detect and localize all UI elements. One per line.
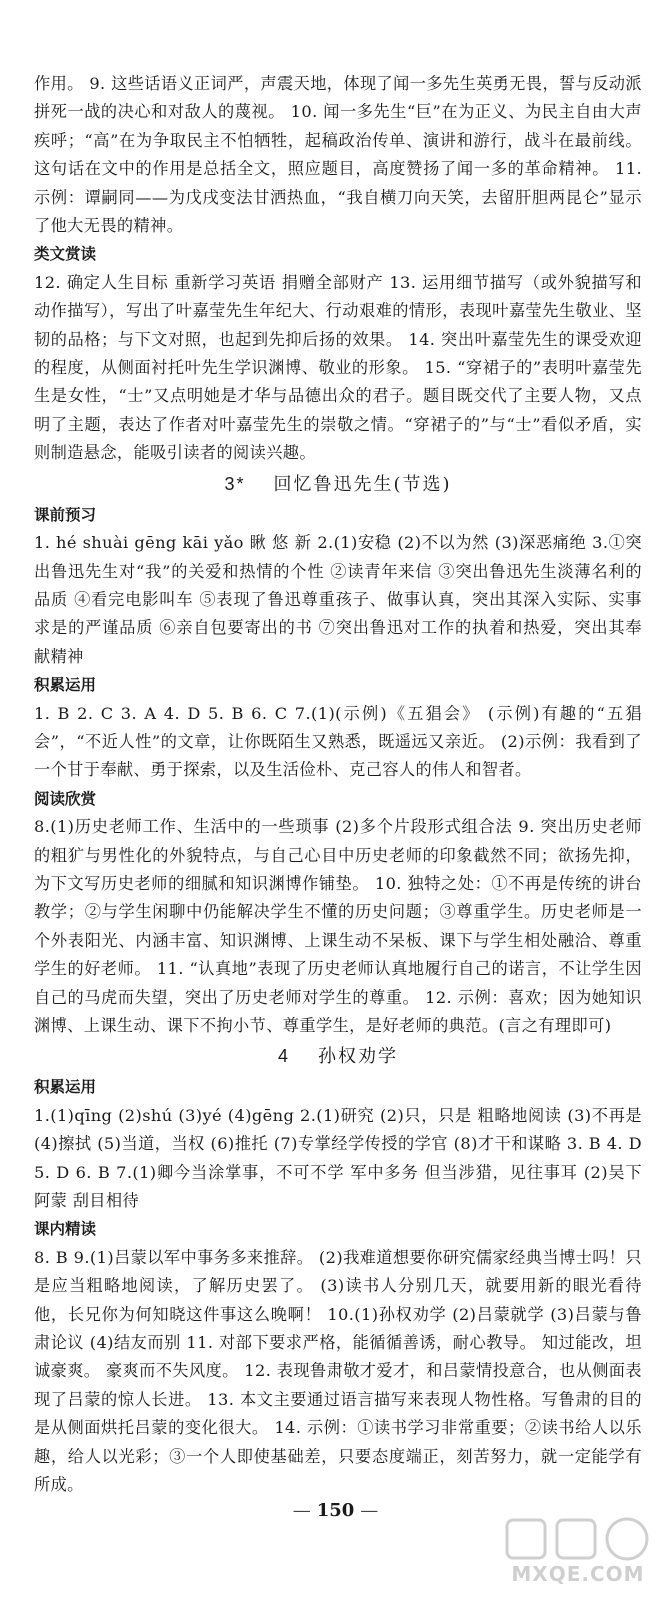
watermark-logo-icon [503, 1514, 653, 1564]
section-heading-leiwen: 类文赏读 [34, 245, 97, 264]
answer-paragraph: 1. hé shuài gēng kāi yǎo 瞅 悠 新 2.(1)安稳 (2)不以为然 (3)深恶痛绝 3.①突出鲁迅先生对“我”的关爱和热情的个性 ②读青年来信 ③突出鲁迅先生淡薄名利的品质 ④看完电影叫车 ⑤表现了鲁迅尊重孩子、做事认真，突出其深入实际、实事求是的严谨品质 ⑥亲自包要寄出的书 ⑦突出鲁迅对工作的执着和热爱，突出其奉献精神 [34, 533, 642, 666]
answer-page [34, 70, 642, 1500]
section-heading-ydxs: 阅读欣赏 [34, 789, 97, 808]
answer-paragraph: 8. B 9.(1)吕蒙以军中事务多来推辞。 (2)我难道想要你研究儒家经典当博士吗！只是应当粗略地阅读，了解历史罢了。 (3)读书人分别几天，就要用新的眼光看待他，长兄你为何知晓这件事这么晚啊！ 10.(1)孙权劝学 (2)吕蒙就学 (3)吕蒙与鲁肃论议 (4)结友而别 11. 对部下要求严格，能循循善诱，耐心教导。 知过能改，坦诚豪爽。 豪爽而不失风度。 12. 表现鲁肃敬才爱才，和吕蒙情投意合，也从侧面表现了吕蒙的惊人长进。 13. 本文主要通过语言描写来表现人物性格。写鲁肃的目的是从侧面烘托吕蒙的变化很大。 14. 示例：①读书学习非常重要；②读书给人以乐趣，给人以光彩；③一个人即使基础差，只要态度端正，刻苦努力，就一定能学有所成。 [34, 1247, 642, 1495]
section-heading-knjd: 课内精读 [34, 1220, 97, 1239]
footer-dash: — [292, 1500, 311, 1521]
section-heading-jlyy: 积累运用 [34, 676, 97, 695]
answer-paragraph: 12. 确定人生目标 重新学习英语 捐赠全部财产 13. 运用细节描写（或外貌描写和动作描写），写出了叶嘉莹先生年纪大、行动艰难的情形，表现叶嘉莹先生敬业、坚韧的品格；与下文对照，也起到先抑后扬的效果。 14. 突出叶嘉莹先生的课受欢迎的程度，从侧面衬托叶先生学识渊博、敬业的形象。 15. “穿裙子的”表明叶嘉莹先生是女性，“士”又点明她是才华与品德出众的君子。题目既交代了主要人物，又点明了主题，表达了作者对叶嘉莹先生的崇敬之情。“穿裙子的”与“士”看似矛盾，实则制造悬念，能吸引读者的阅读兴趣。 [34, 272, 642, 463]
lesson-title-4 [34, 1040, 642, 1073]
answer-paragraph: 作用。 9. 这些话语义正词严，声震天地，体现了闻一多先生英勇无畏，誓与反动派拼死一战的决心和对敌人的蔑视。 10. 闻一多先生“巨”在为正义、为民主自由大声疾呼；“高”在为争取民主不怕牺牲，起稿政治传单、演讲和游行，战斗在最前线。这句话在文中的作用是总括全文，照应题目，高度赞扬了闻一多的革命精神。 11. 示例：谭嗣同——为戊戌变法甘洒热血，“我自横刀向天笑，去留肝胆两昆仑”显示了他大无畏的精神。 [34, 74, 642, 236]
lesson-title-3 [34, 468, 642, 501]
lesson-name: 孙权劝学 [318, 1046, 398, 1068]
lesson-number: 4 [277, 1046, 290, 1067]
section-heading-kqyx: 课前预习 [34, 505, 97, 524]
watermark-logo [503, 1514, 653, 1594]
answer-paragraph: 8.(1)历史老师工作、生活中的一些琐事 (2)多个片段形式组合法 9. 突出历史老师的粗犷与男性化的外貌特点，与自己心目中历史老师的印象截然不同；欲扬先抑，为下文写历史老师的细腻和知识渊博作铺垫。 10. 独特之处：①不再是传统的讲台教学；②与学生闲聊中仍能解决学生不懂的历史问题；③尊重学生。历史老师是一个外表阳光、内涵丰富、知识渊博、上课生动不呆板、课下与学生相处融洽、尊重学生的好老师。 11. “认真地”表现了历史老师认真地履行自己的诺言，不让学生因自己的马虎而失望，突出了历史老师对学生的尊重。 12. 示例：喜欢；因为她知识渊博、上课生动、课下不拘小节、尊重学生，是好老师的典范。(言之有理即可) [34, 817, 642, 1035]
lesson-number: 3* [224, 473, 246, 494]
section-heading-jlyy-2: 积累运用 [34, 1078, 97, 1097]
page-number: 150 [316, 1500, 355, 1521]
watermark-text: MXQE.COM [511, 1562, 645, 1586]
answer-paragraph: 1. B 2. C 3. A 4. D 5. B 6. C 7.(1)(示例)《五猖会》 (示例)有趣的“五猖会”，“不近人性”的文章，让你既陌生又熟悉，既遥远又亲近。 (2)示例：我看到了一个甘于奉献、勇于探索，以及生活俭朴、克己容人的伟人和智者。 [34, 703, 642, 780]
footer-dash: — [360, 1500, 379, 1521]
lesson-name: 回忆鲁迅先生(节选) [273, 473, 452, 495]
answer-paragraph: 1.(1)qīng (2)shú (3)yé (4)gēng 2.(1)研究 (2)只，只是 粗略地阅读 (3)不再是 (4)擦拭 (5)当道，当权 (6)推托 (7)专掌经学传授的学官 (8)才干和谋略 3. B 4. D 5. D 6. B 7.(1)卿今当涂掌事，不可不学 军中多务 但当涉猎，见往事耳 (2)吴下阿蒙 刮目相待 [34, 1105, 642, 1211]
